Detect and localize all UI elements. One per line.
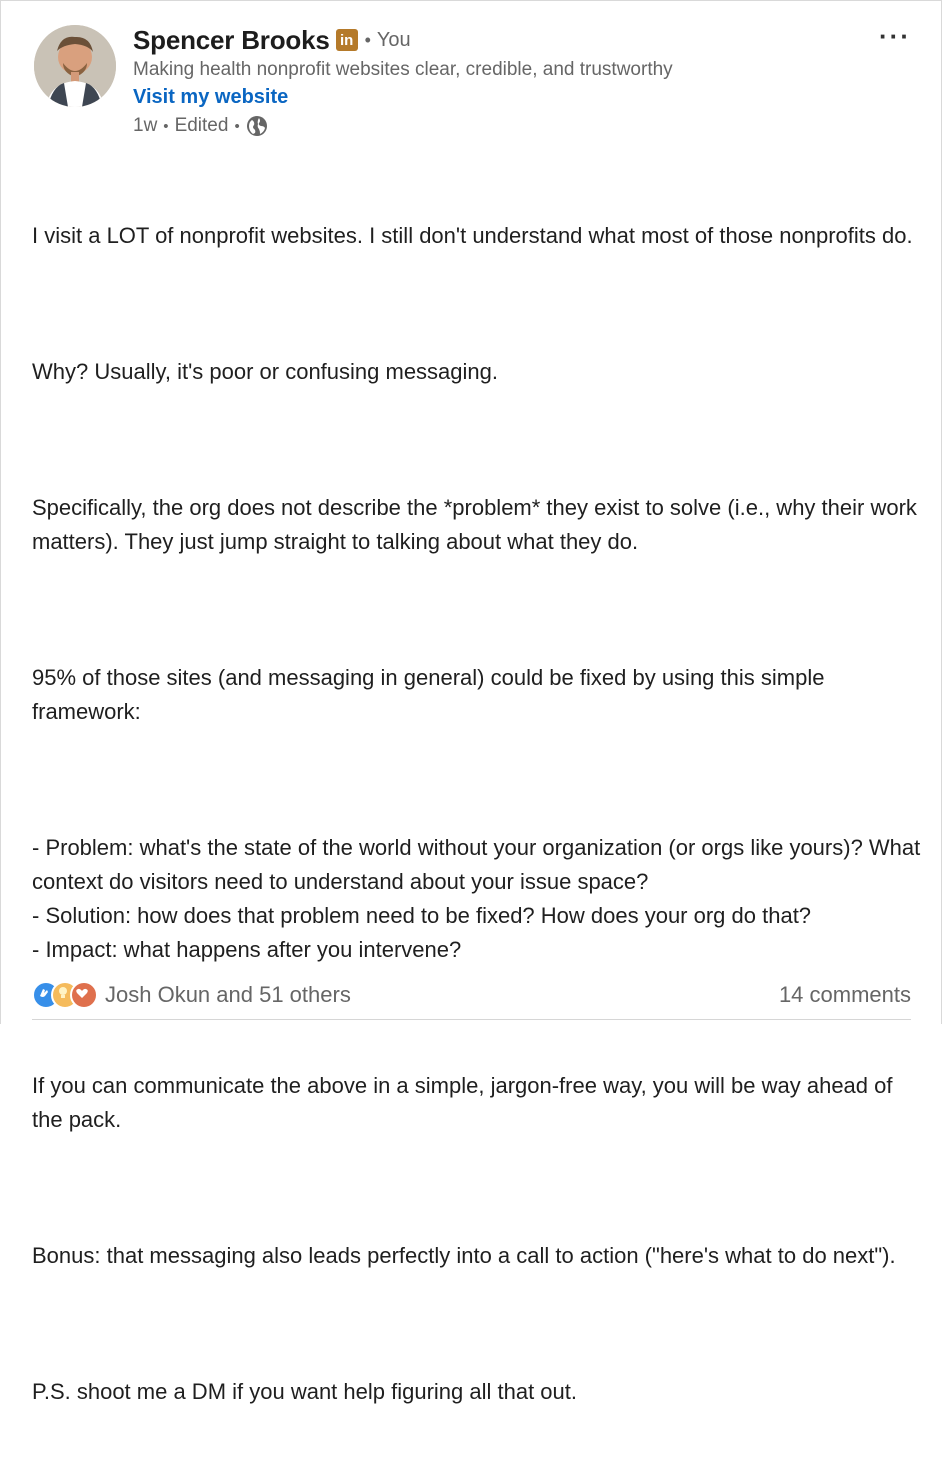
post-timestamp-row (133, 111, 673, 141)
post-header (34, 21, 921, 140)
post-paragraph: I visit a LOT of nonprofit websites. I still don't understand what most of those nonprofits do. (32, 223, 913, 248)
reactions-summary[interactable] (32, 981, 351, 1009)
post-body (32, 151, 922, 1477)
author-name[interactable]: Spencer Brooks (133, 24, 330, 55)
social-counts (32, 975, 911, 1015)
post-paragraph: Bonus: that messaging also leads perfectly into a call to action ("here's what to do next"). (32, 1243, 896, 1268)
post-paragraph: Why? Usually, it's poor or confusing messaging. (32, 359, 498, 384)
post-time: 1w (133, 115, 158, 136)
globe-icon (246, 115, 268, 137)
author-name-row (133, 25, 673, 55)
divider (32, 1019, 911, 1020)
visit-website-link[interactable]: Visit my website (133, 86, 289, 108)
reaction-icons (32, 981, 89, 1009)
relation-label: You (376, 28, 411, 51)
avatar[interactable] (34, 25, 116, 107)
author-headline: Making health nonprofit websites clear, credible, and trustworthy (133, 59, 673, 80)
linkedin-badge-icon: in (336, 29, 358, 51)
more-options-icon[interactable]: ··· (879, 21, 911, 51)
separator-dot: • (163, 117, 169, 135)
post-paragraph: Specifically, the org does not describe the *problem* they exist to solve (i.e., why their work matters). They just jump straight to talking about what they do. (32, 495, 924, 554)
avatar-photo (34, 25, 116, 107)
post-framework-list: - Problem: what's the state of the world without your organization (or orgs like yours)? What context do visitors need to understand about your issue space? - Solution: how does that problem need to be fixed? How does your org do that? - Impact: what happens after you intervene? (32, 835, 921, 962)
comments-count[interactable]: 14 comments (778, 982, 911, 1007)
author-meta (133, 25, 673, 141)
love-icon (70, 981, 98, 1009)
separator-dot: • (364, 29, 371, 50)
edited-label: Edited (174, 115, 229, 136)
separator-dot: • (234, 117, 240, 135)
post-paragraph: If you can communicate the above in a simple, jargon-free way, you will be way ahead of the pack. (32, 1073, 899, 1132)
reactors-text[interactable]: Josh Okun and 51 others (105, 982, 351, 1007)
post-paragraph: 95% of those sites (and messaging in general) could be fixed by using this simple framework: (32, 665, 831, 724)
post-paragraph: P.S. shoot me a DM if you want help figuring all that out. (32, 1379, 578, 1404)
